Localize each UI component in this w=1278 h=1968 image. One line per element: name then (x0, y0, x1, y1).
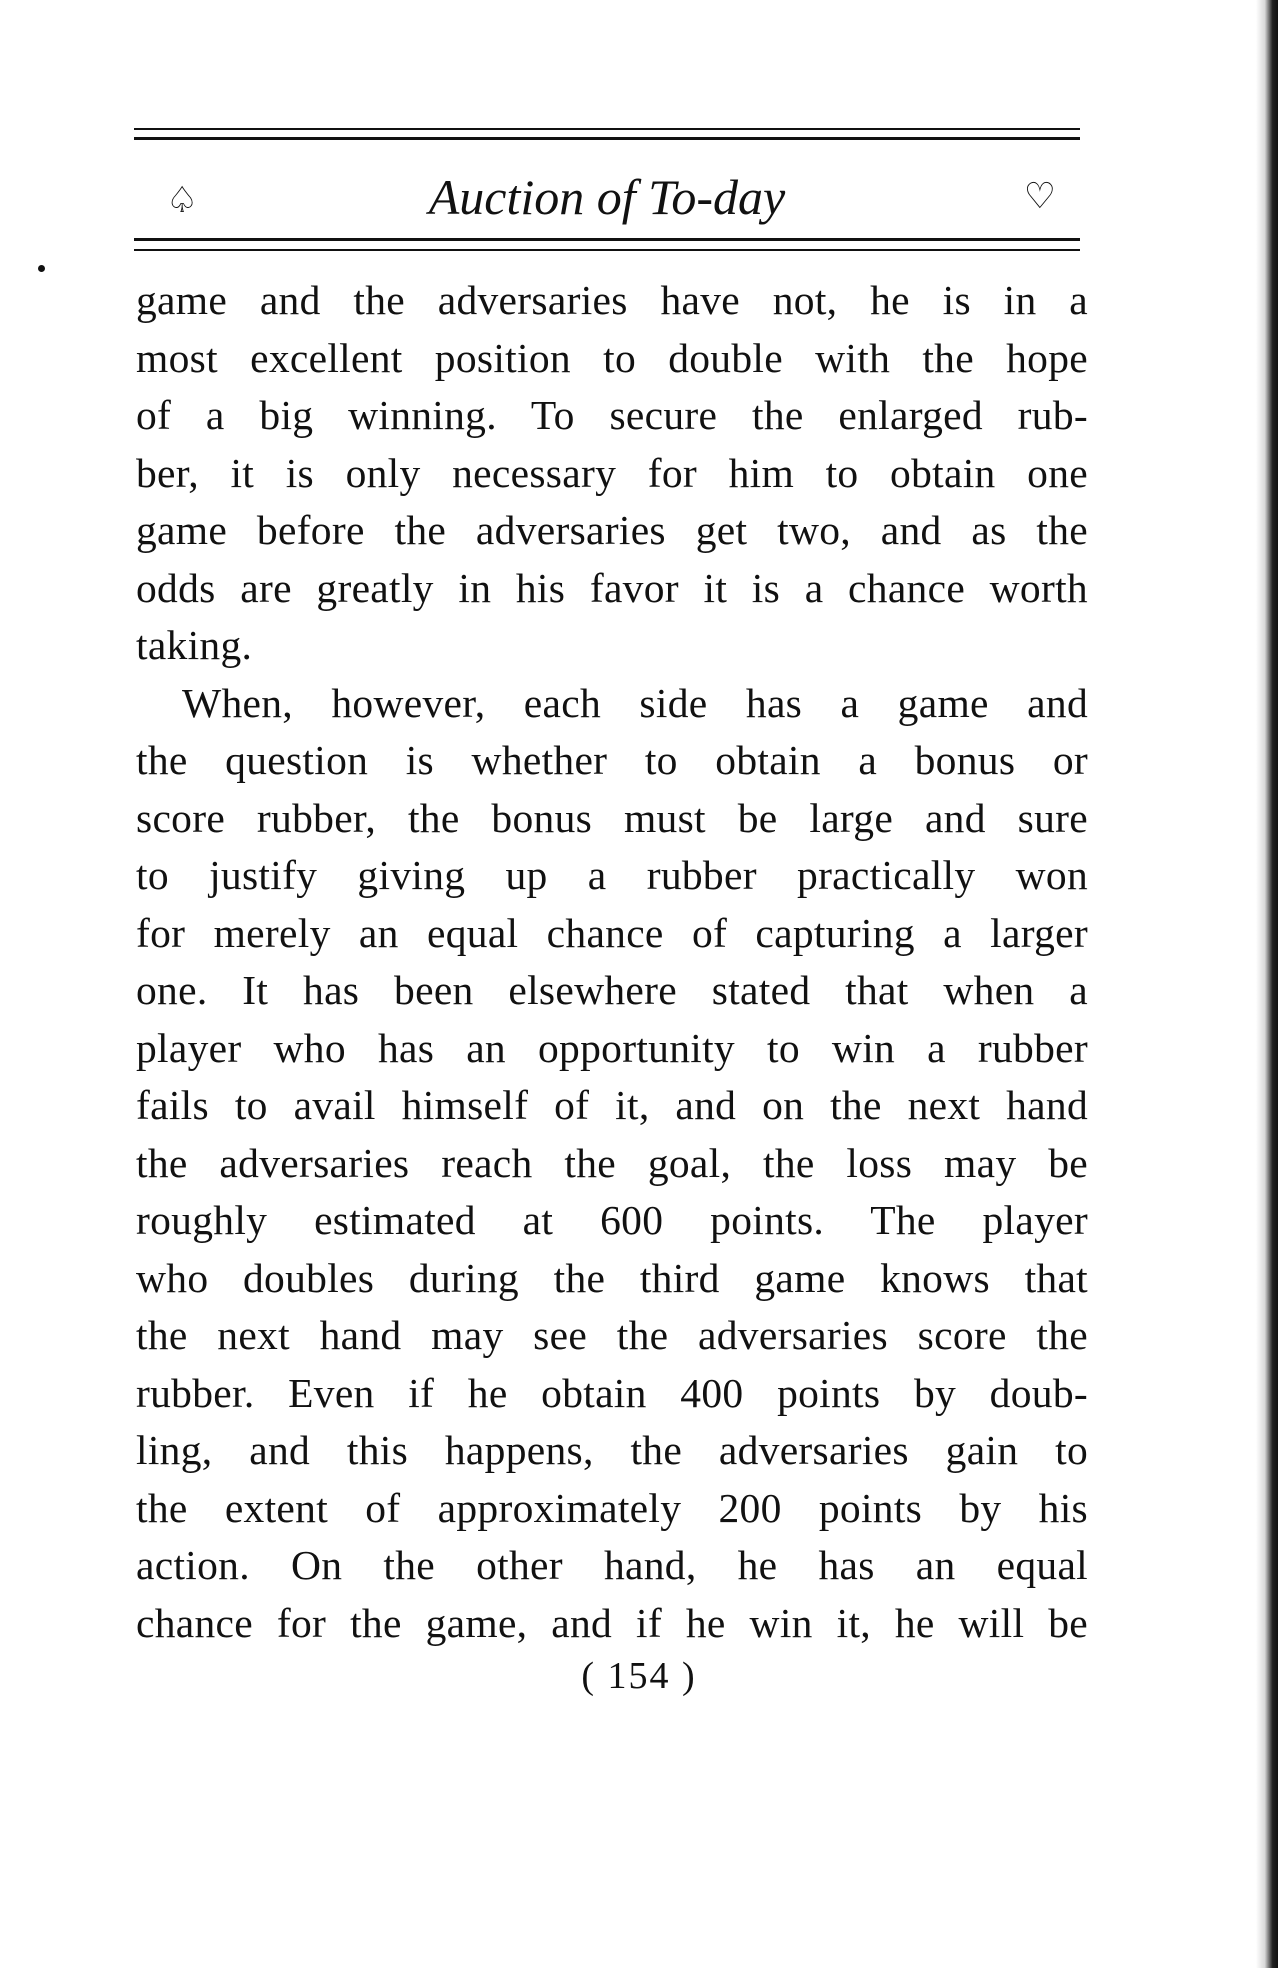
text-line: of a big winning. To secure the enlarged rub- (136, 392, 1088, 438)
running-header (134, 165, 1080, 235)
text-line: the extent of approximately 200 points by his (136, 1484, 1088, 1531)
header-rule-bottom-thick (134, 238, 1080, 241)
text-line: the next hand may see the adversaries score the (136, 1312, 1088, 1358)
text-line: game and the adversaries have not, he is in a (136, 277, 1088, 323)
text-line: player who has an opportunity to win a rubber (136, 1024, 1088, 1071)
text-line: ber, it is only necessary for him to obtain one (136, 449, 1088, 496)
text-line: taking. (136, 622, 253, 668)
text-line: odds are greatly in his favor it is a chance worth (136, 564, 1088, 611)
text-line: ling, and this happens, the adversaries gain to (136, 1427, 1088, 1473)
text-line: one. It has been elsewhere stated that when a (136, 967, 1088, 1013)
text-line: score rubber, the bonus must be large and sure (136, 794, 1088, 841)
running-title: Auction of To-day (428, 169, 786, 225)
text-line: rubber. Even if he obtain 400 points by doub- (136, 1369, 1088, 1416)
text-line: who doubles during the third game knows that (136, 1254, 1088, 1301)
text-line: action. On the other hand, he has an equal (136, 1542, 1088, 1588)
header-rule-top-thin (134, 128, 1080, 130)
body-text (136, 272, 1088, 1652)
text-line: game before the adversaries get two, and as the (136, 507, 1088, 553)
text-line: to justify giving up a rubber practically won (136, 852, 1088, 898)
text-line: roughly estimated at 600 points. The player (136, 1197, 1088, 1243)
text-line: most excellent position to double with the hope (136, 334, 1088, 381)
spade-icon: ♤ (166, 180, 199, 221)
text-line: the question is whether to obtain a bonus or (136, 737, 1088, 783)
text-line: for merely an equal chance of capturing a larger (136, 909, 1088, 956)
header-rule-bottom-thin (134, 249, 1080, 251)
scan-speck (38, 265, 45, 272)
page-number: ( 154 ) (581, 1655, 697, 1697)
text-line: fails to avail himself of it, and on the next hand (136, 1082, 1088, 1128)
text-line: chance for the game, and if he win it, he will be (136, 1599, 1088, 1646)
header-rule-top-thick (134, 137, 1080, 140)
heart-icon: ♡ (1023, 176, 1056, 217)
text-line: When, however, each side has a game and (182, 679, 1088, 726)
text-line: the adversaries reach the goal, the loss may be (136, 1139, 1088, 1186)
